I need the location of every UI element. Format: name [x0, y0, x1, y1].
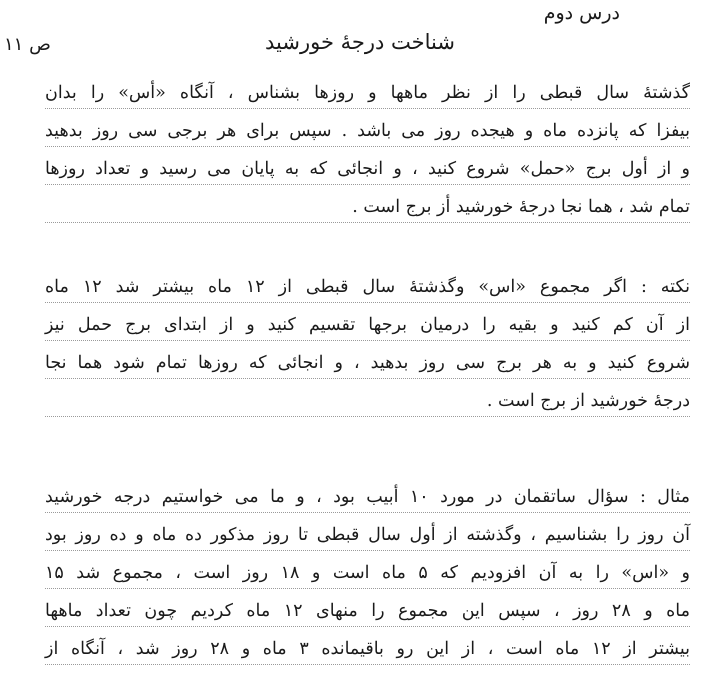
text-line: از آن کم کنید و بقیه را درمیان برجها تقسیم کنید و از ابتدای برج حمل نیز [45, 306, 690, 344]
text-line: بیشتر از ۱۲ ماه است ، از این رو باقیمانده ۳ ماه و ۲۸ روز شد ، آنگاه از [45, 630, 690, 668]
paragraph-instructions [45, 74, 690, 226]
text-line: ماه و ۲۸ روز ، سپس این مجموع را منهای ۱۲ ماه کردیم چون تعداد ماهها [45, 592, 690, 630]
text-line: درجهٔ خورشید از برج است . [45, 382, 690, 420]
text-line: بیفزا که پانزده ماه و هیجده روز می باشد . سپس برای هر برجی سی روز بدهید [45, 112, 690, 150]
text-line: تمام شد ، هما نجا درجهٔ خورشید أز برج است . [45, 188, 690, 226]
text-line: و «اس» را به آن افزودیم که ۵ ماه است و ۱۸ روز است ، مجموع شد ۱۵ [45, 554, 690, 592]
paragraph-note [45, 268, 690, 420]
page-number: ص ۱۱ [4, 34, 51, 55]
text-line: و از أول برج «حمل» شروع کنید ، و انجائی که به پایان می رسید و تعداد روزها [45, 150, 690, 188]
paragraph-example [45, 478, 690, 668]
page-title: شناخت درجهٔ خورشید [265, 30, 455, 54]
text-line: گذشتهٔ سال قبطی را از نظر ماهها و روزها بشناس ، آنگاه «أس» را بدان [45, 74, 690, 112]
text-line: آن روز را بشناسیم ، وگذشته از أول سال قبطی تا روز مذکور ده ماه و ده روز بود [45, 516, 690, 554]
lesson-label: درس دوم [543, 2, 620, 24]
text-line: شروع کنید و به هر برج سی روز بدهید ، و انجائی که روزها تمام شود هما نجا [45, 344, 690, 382]
text-line: مثال : سؤال ساتقمان در مورد ۱۰ أبیب بود ، و ما می خواستیم درجه خورشید [45, 478, 690, 516]
text-line: نکته : اگر مجموع «اس» وگذشتهٔ سال قبطی از ۱۲ ماه بیشتر شد ۱۲ ماه [45, 268, 690, 306]
